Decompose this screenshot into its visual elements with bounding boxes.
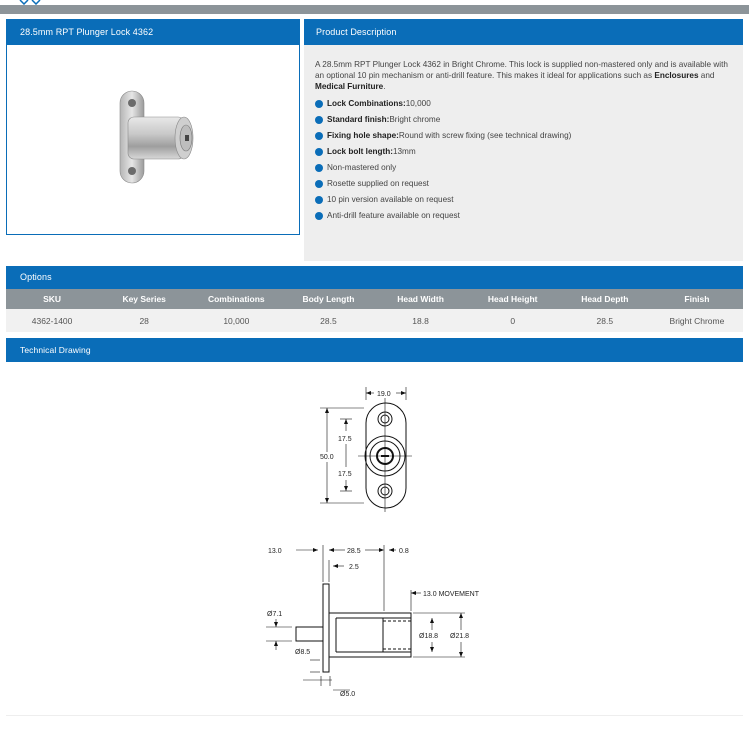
upper-hole-icon (378, 412, 392, 426)
table-cell: 28.5 (320, 315, 337, 326)
technical-drawing-section (6, 338, 743, 362)
column-header: Head Depth (581, 294, 629, 304)
table-cell: Bright Chrome (669, 315, 725, 326)
dim-gap-label: 0.8 (399, 548, 409, 555)
dim-lower-label: 17.5 (338, 471, 352, 478)
dim-inner-dia-label: Ø18.8 (419, 633, 439, 640)
bullet-icon (315, 212, 323, 220)
column-header: Head Height (487, 294, 538, 304)
dim-upper-label: 17.5 (338, 436, 352, 443)
dim-outer-dia-label: Ø21.8 (450, 633, 470, 640)
column-header: SKU (43, 294, 62, 304)
front-flange-outline (366, 403, 406, 508)
feature-item: 10 pin version available on request (315, 194, 731, 205)
feature-item: Rosette supplied on request (315, 178, 731, 189)
dim-height-label: 50.0 (320, 454, 334, 461)
site-logo-icon (18, 0, 48, 5)
description-header: Product Description (304, 19, 743, 45)
product-image[interactable] (7, 45, 299, 234)
column-header: Key Series (122, 294, 166, 304)
column-header: Combinations (207, 294, 265, 304)
product-description-panel (304, 19, 743, 261)
bullet-icon (315, 100, 323, 108)
dim-bolt-dia-label: Ø7.1 (267, 611, 283, 618)
feature-item: Anti-drill feature available on request (315, 210, 731, 221)
dim-screw-dia-label: Ø8.5 (295, 649, 311, 656)
side-flange-outline (323, 584, 329, 672)
body-outline (329, 613, 411, 657)
column-header: Head Width (397, 294, 444, 304)
bullet-icon (315, 164, 323, 172)
bullet-icon (315, 196, 323, 204)
bullet-icon (315, 116, 323, 124)
bolt-outline (296, 627, 323, 641)
product-image-panel (6, 19, 300, 235)
dim-body-label: 28.5 (347, 548, 361, 555)
dim-thick-label: 2.5 (349, 564, 359, 571)
table-cell: 18.8 (412, 315, 429, 326)
feature-item: Lock bolt length: 13mm (315, 146, 731, 157)
enclosures-text: Enclosures (654, 71, 699, 80)
dim-width-label: 19.0 (377, 391, 391, 398)
bullet-icon (315, 148, 323, 156)
table-cell: 10,000 (223, 315, 250, 326)
column-header: Body Length (302, 294, 355, 304)
feature-list (315, 98, 731, 221)
description-text: A 28.5mm RPT Plunger Lock 4362 in Bright Chrome. This lock is supplied non-mastered only and is available with an optional 10 pin mechanism or anti-drill feature. This makes it ideal for applications such as Enclosures and Medical Furniture. Lock Combinations: 10,000 Standard finish: Bright chrome Fixing hole shape: Round with screw fixing (see technical drawing) Lock bolt length: 13mm Non-mastered only Rosette supplied on request 10 pin version available on request Anti-drill feature available on request (304, 45, 743, 221)
footer-divider (6, 715, 743, 716)
options-section (6, 266, 743, 332)
table-cell: 28.5 (596, 315, 614, 326)
feature-item: Non-mastered only (315, 162, 731, 173)
bullet-icon (315, 180, 323, 188)
table-cell: 28 (139, 315, 149, 326)
lower-hole-icon (378, 484, 392, 498)
column-header: Finish (684, 294, 710, 304)
feature-item: Standard finish: Bright chrome (315, 114, 731, 125)
options-table-header (6, 289, 743, 309)
top-bar (0, 5, 749, 14)
technical-drawing-header: Technical Drawing (6, 338, 743, 362)
table-row (6, 309, 743, 332)
feature-item: Fixing hole shape: Round with screw fixing (see technical drawing) (315, 130, 731, 141)
table-cell: 0 (510, 315, 516, 326)
dim-flange-label: 13.0 (268, 548, 282, 555)
product-title: 28.5mm RPT Plunger Lock 4362 (6, 19, 300, 45)
options-header: Options (6, 266, 743, 289)
dim-hole-dia-label: Ø5.0 (340, 691, 356, 698)
feature-item: Lock Combinations: 10,000 (315, 98, 731, 109)
dim-movement-label: 13.0 MOVEMENT (423, 591, 480, 598)
bullet-icon (315, 132, 323, 140)
medical-furniture-text: Medical Furniture (315, 82, 384, 91)
cylinder-outer-icon (365, 436, 405, 476)
table-cell-sku: 4362-1400 (31, 315, 73, 326)
